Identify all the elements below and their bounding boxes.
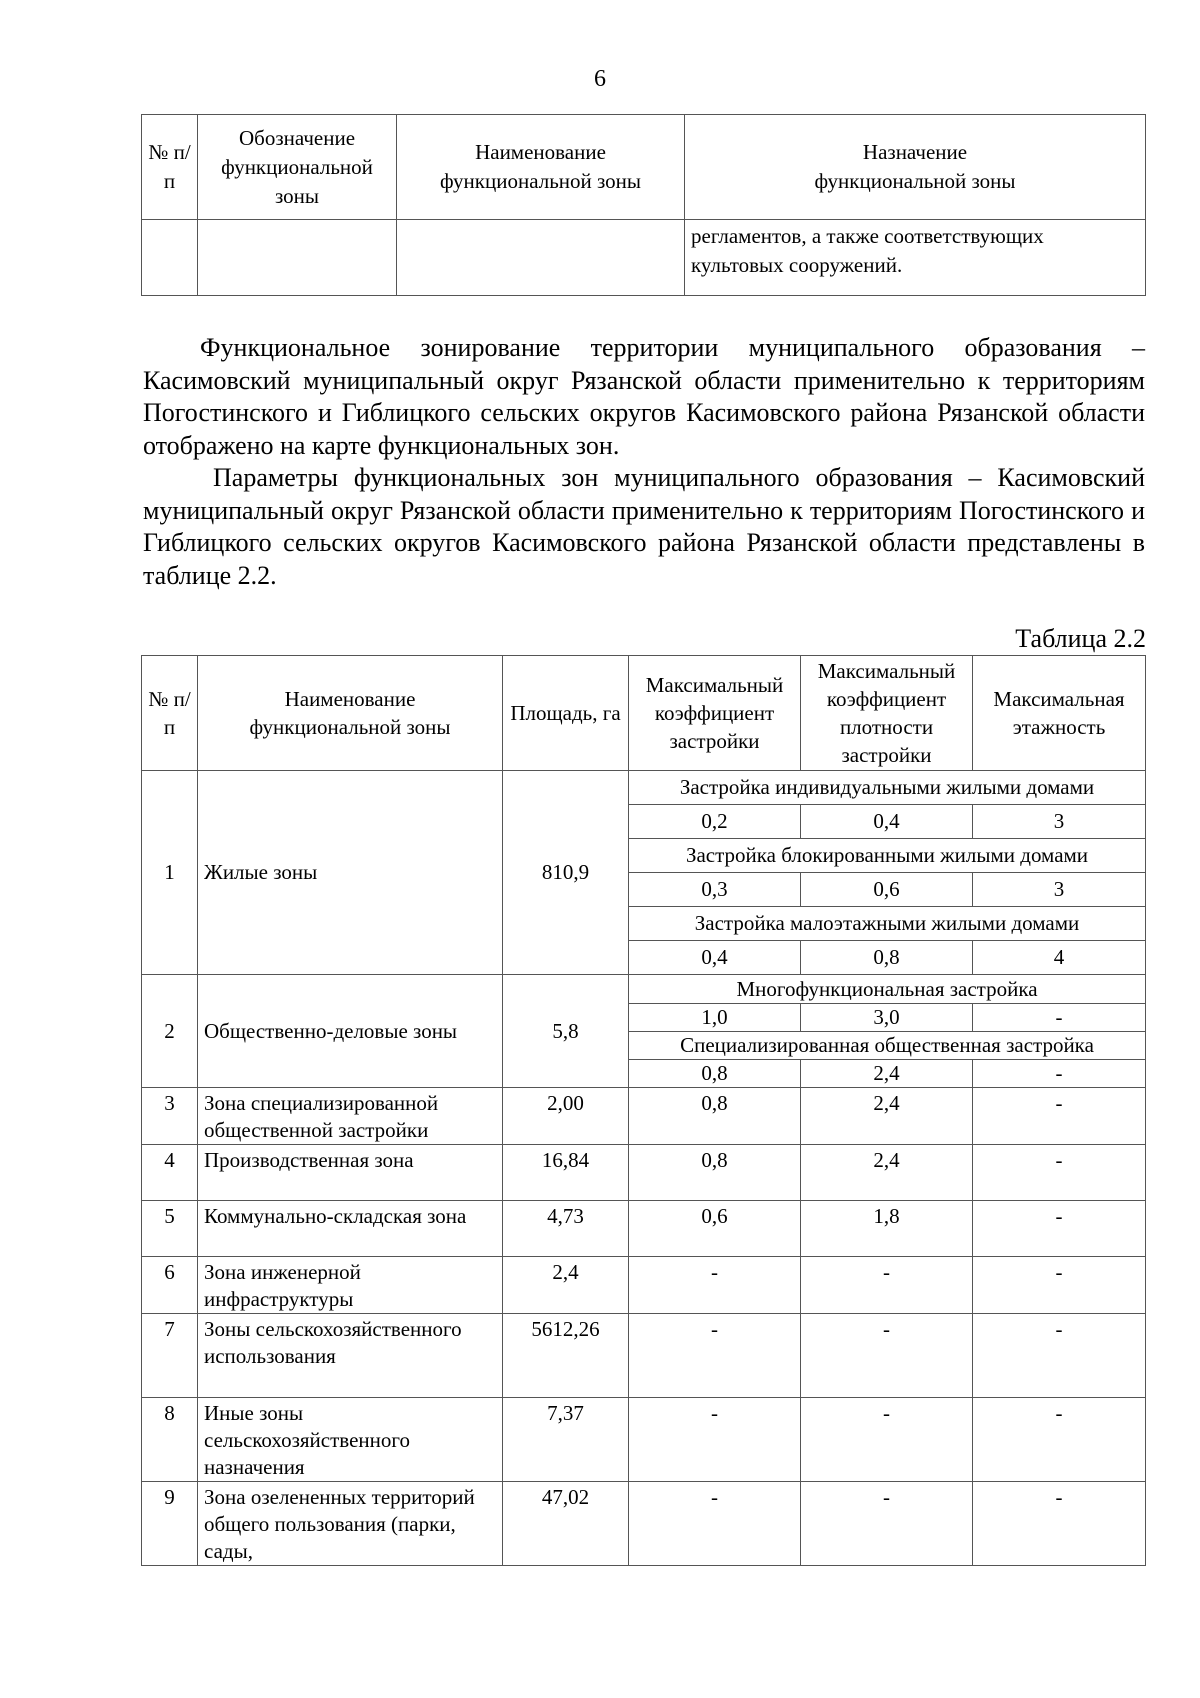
cell-name: Зона специализированной общественной застройки (198, 1088, 503, 1145)
cell-no: 5 (142, 1201, 198, 1257)
table-header-row (142, 656, 1146, 771)
cell-area: 7,37 (503, 1398, 629, 1482)
cell-density-coef: 0,8 (801, 941, 973, 975)
cell-build-coef: - (629, 1257, 801, 1314)
table-row (142, 1398, 1146, 1482)
cell-floors: - (973, 1060, 1146, 1088)
subtype-title: Застройка малоэтажными жилыми домами (629, 907, 1146, 941)
subtype-title: Многофункциональная застройка (629, 975, 1146, 1004)
header-name: Наименование функциональной зоны (198, 656, 503, 771)
cell-no: 8 (142, 1398, 198, 1482)
cell-floors: 4 (973, 941, 1146, 975)
header-name: Наименование функциональной зоны (397, 115, 685, 220)
header-no: № п/п (142, 115, 198, 220)
cell-name: Жилые зоны (198, 771, 503, 975)
cell-name (397, 220, 685, 296)
cell-density-coef: 2,4 (801, 1060, 973, 1088)
header-code: Обозначение функциональной зоны (198, 115, 397, 220)
header-density-coef: Максимальный коэффициент плотности застройки (801, 656, 973, 771)
cell-floors: - (973, 1088, 1146, 1145)
cell-build-coef: 0,4 (629, 941, 801, 975)
table-row (142, 1145, 1146, 1201)
page-number: 6 (594, 66, 606, 92)
cell-area: 16,84 (503, 1145, 629, 1201)
cell-floors: - (973, 1398, 1146, 1482)
subtype-title: Специализированная общественная застройка (629, 1032, 1146, 1060)
cell-no: 9 (142, 1482, 198, 1566)
cell-build-coef: 0,3 (629, 873, 801, 907)
cell-name: Производственная зона (198, 1145, 503, 1201)
cell-density-coef: - (801, 1314, 973, 1398)
cell-name: Зона озелененных территорий общего пользования (парки, сады, (198, 1482, 503, 1566)
cell-name: Иные зоны сельскохозяйственного назначения (198, 1398, 503, 1482)
cell-no: 7 (142, 1314, 198, 1398)
cell-density-coef: 1,8 (801, 1201, 973, 1257)
header-no: № п/п (142, 656, 198, 771)
cell-area: 2,4 (503, 1257, 629, 1314)
cell-name: Общественно-деловые зоны (198, 975, 503, 1088)
cell-floors: - (973, 1201, 1146, 1257)
cell-density-coef: 0,4 (801, 805, 973, 839)
cell-area: 810,9 (503, 771, 629, 975)
table-row (142, 1088, 1146, 1145)
cell-area: 5612,26 (503, 1314, 629, 1398)
cell-build-coef: - (629, 1398, 801, 1482)
header-area: Площадь, га (503, 656, 629, 771)
cell-floors: - (973, 1257, 1146, 1314)
cell-name: Зоны сельскохозяйственного использования (198, 1314, 503, 1398)
cell-build-coef: - (629, 1482, 801, 1566)
cell-floors: - (973, 1145, 1146, 1201)
subtype-title: Застройка индивидуальными жилыми домами (629, 771, 1146, 805)
table-row-zone-1 (142, 771, 1146, 805)
cell-no: 4 (142, 1145, 198, 1201)
subtype-title: Застройка блокированными жилыми домами (629, 839, 1146, 873)
table-row-zone-2 (142, 975, 1146, 1004)
cell-name: Зона инженерной инфраструктуры (198, 1257, 503, 1314)
cell-no: 6 (142, 1257, 198, 1314)
cell-no (142, 220, 198, 296)
paragraph-zoning: Функциональное зонирование территории муниципального образования – Касимовский муниципальный округ Рязанской области применительно к территориям Погостинского и Гиблицкого сельских округов Касимовского района Рязанской области отображено на карте функциональных зон. (143, 333, 1145, 460)
cell-density-coef: 3,0 (801, 1004, 973, 1032)
cell-density-coef: - (801, 1398, 973, 1482)
cell-density-coef: - (801, 1257, 973, 1314)
table-row (142, 1201, 1146, 1257)
cell-no: 2 (142, 975, 198, 1088)
cell-name: Коммунально-складская зона (198, 1201, 503, 1257)
cell-build-coef: 0,8 (629, 1060, 801, 1088)
cell-build-coef: 1,0 (629, 1004, 801, 1032)
cell-area: 5,8 (503, 975, 629, 1088)
cell-build-coef: 0,8 (629, 1145, 801, 1201)
cell-build-coef: - (629, 1314, 801, 1398)
header-build-coef: Максимальный коэффициент застройки (629, 656, 801, 771)
cell-density-coef: - (801, 1482, 973, 1566)
zones-purpose-table (141, 114, 1146, 296)
cell-area: 2,00 (503, 1088, 629, 1145)
table-row (142, 1482, 1146, 1566)
cell-floors: 3 (973, 805, 1146, 839)
cell-floors: - (973, 1314, 1146, 1398)
cell-build-coef: 0,8 (629, 1088, 801, 1145)
cell-density-coef: 2,4 (801, 1088, 973, 1145)
table-row (142, 1257, 1146, 1314)
cell-area: 47,02 (503, 1482, 629, 1566)
body-text (143, 332, 1145, 592)
cell-floors: - (973, 1004, 1146, 1032)
cell-floors: 3 (973, 873, 1146, 907)
cell-build-coef: 0,6 (629, 1201, 801, 1257)
table-header-row (142, 115, 1146, 220)
paragraph-parameters: Параметры функциональных зон муниципального образования – Касимовский муниципальный округ Рязанской области применительно к территориям Погостинского и Гиблицкого сельских округов Касимовского района Рязанской области представлены в таблице 2.2. (143, 463, 1145, 590)
cell-build-coef: 0,2 (629, 805, 801, 839)
zone-parameters-table (141, 655, 1146, 1566)
table-caption: Таблица 2.2 (1015, 624, 1146, 653)
cell-area: 4,73 (503, 1201, 629, 1257)
cell-purpose: регламентов, а также соответствующих культовых сооружений. (685, 220, 1146, 296)
table-row (142, 220, 1146, 296)
cell-no: 1 (142, 771, 198, 975)
cell-no: 3 (142, 1088, 198, 1145)
cell-density-coef: 0,6 (801, 873, 973, 907)
cell-floors: - (973, 1482, 1146, 1566)
cell-density-coef: 2,4 (801, 1145, 973, 1201)
header-floors: Максимальная этажность (973, 656, 1146, 771)
cell-code (198, 220, 397, 296)
table-row (142, 1314, 1146, 1398)
header-purpose: Назначение функциональной зоны (685, 115, 1146, 220)
